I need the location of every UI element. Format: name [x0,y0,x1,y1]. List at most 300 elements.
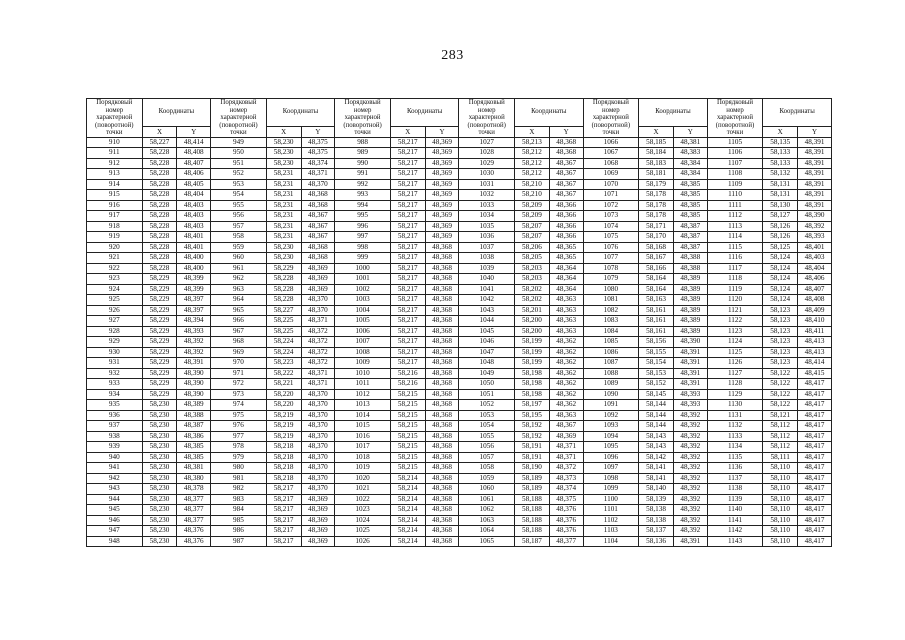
x-coordinate-cell: 58,110 [763,505,798,516]
x-coordinate-cell: 58,131 [763,190,798,201]
y-coordinate-cell: 48,392 [673,473,707,484]
x-coordinate-cell: 58,230 [142,484,177,495]
x-coordinate-cell: 58,191 [515,452,550,463]
x-coordinate-cell: 58,124 [763,253,798,264]
y-coordinate-cell: 48,390 [177,389,211,400]
x-coordinate-cell: 58,230 [142,536,177,547]
point-number-cell: 1106 [707,148,763,159]
y-coordinate-cell: 48,369 [425,211,459,222]
point-number-cell: 975 [211,410,267,421]
point-number-cell: 1134 [707,442,763,453]
x-coordinate-cell: 58,112 [763,442,798,453]
point-number-cell: 912 [87,158,143,169]
y-coordinate-cell: 48,405 [177,179,211,190]
y-coordinate-cell: 48,392 [673,505,707,516]
x-coordinate-cell: 58,228 [142,148,177,159]
point-number-cell: 1141 [707,515,763,526]
table-row [87,284,832,295]
y-coordinate-cell: 48,397 [177,305,211,316]
y-coordinate-cell: 48,378 [177,484,211,495]
x-coordinate-cell: 58,110 [763,515,798,526]
x-coordinate-cell: 58,215 [390,463,425,474]
x-coordinate-cell: 58,214 [390,494,425,505]
y-coordinate-cell: 48,389 [673,316,707,327]
y-coordinate-cell: 48,369 [301,536,335,547]
y-coordinate-cell: 48,367 [549,158,583,169]
point-number-cell: 1099 [583,484,639,495]
point-number-cell: 1104 [583,536,639,547]
point-number-cell: 913 [87,169,143,180]
point-number-cell: 952 [211,169,267,180]
x-coordinate-cell: 58,123 [763,326,798,337]
x-coordinate-cell: 58,164 [639,284,674,295]
point-number-cell: 968 [211,337,267,348]
table-row [87,515,832,526]
point-number-cell: 1073 [583,211,639,222]
x-coordinate-cell: 58,188 [515,494,550,505]
x-coordinate-cell: 58,217 [390,242,425,253]
y-coordinate-cell: 48,413 [798,347,832,358]
point-number-cell: 1112 [707,211,763,222]
x-coordinate-cell: 58,220 [266,389,301,400]
x-coordinate-cell: 58,185 [639,137,674,148]
point-number-cell: 1122 [707,316,763,327]
point-number-cell: 1059 [459,473,515,484]
point-number-cell: 995 [335,211,391,222]
x-coordinate-cell: 58,224 [266,337,301,348]
point-number-cell: 1135 [707,452,763,463]
x-coordinate-cell: 58,230 [142,473,177,484]
table-row [87,200,832,211]
y-coordinate-cell: 48,362 [549,379,583,390]
y-coordinate-cell: 48,392 [673,431,707,442]
point-number-cell: 945 [87,505,143,516]
y-coordinate-cell: 48,371 [301,169,335,180]
x-coordinate-cell: 58,215 [390,389,425,400]
point-number-cell: 1071 [583,190,639,201]
x-coordinate-cell: 58,217 [390,137,425,148]
table-row [87,179,832,190]
y-coordinate-cell: 48,377 [549,536,583,547]
y-coordinate-cell: 48,417 [798,431,832,442]
y-coordinate-cell: 48,366 [549,221,583,232]
point-number-cell: 1103 [583,526,639,537]
point-number-cell: 946 [87,515,143,526]
x-coordinate-cell: 58,207 [515,221,550,232]
point-number-cell: 1117 [707,263,763,274]
point-number-cell: 1056 [459,442,515,453]
x-coordinate-cell: 58,167 [639,253,674,264]
y-coordinate-cell: 48,415 [798,368,832,379]
y-coordinate-cell: 48,375 [301,137,335,148]
point-number-cell: 1096 [583,452,639,463]
y-coordinate-cell: 48,368 [425,368,459,379]
y-coordinate-cell: 48,368 [301,190,335,201]
y-coordinate-cell: 48,389 [673,295,707,306]
point-number-cell: 934 [87,389,143,400]
x-coordinate-cell: 58,143 [639,431,674,442]
y-coordinate-cell: 48,390 [673,337,707,348]
point-number-cell: 951 [211,158,267,169]
point-number-cell: 954 [211,190,267,201]
y-coordinate-cell: 48,367 [301,221,335,232]
x-coordinate-cell: 58,161 [639,316,674,327]
y-coordinate-cell: 48,392 [673,452,707,463]
y-coordinate-cell: 48,372 [301,326,335,337]
header-y: Y [798,126,832,137]
y-coordinate-cell: 48,366 [549,211,583,222]
y-coordinate-cell: 48,404 [798,263,832,274]
table-row [87,253,832,264]
point-number-cell: 953 [211,179,267,190]
y-coordinate-cell: 48,368 [425,421,459,432]
y-coordinate-cell: 48,371 [549,442,583,453]
point-number-cell: 1111 [707,200,763,211]
x-coordinate-cell: 58,179 [639,179,674,190]
x-coordinate-cell: 58,230 [142,431,177,442]
y-coordinate-cell: 48,385 [673,179,707,190]
table-row [87,484,832,495]
y-coordinate-cell: 48,391 [177,358,211,369]
y-coordinate-cell: 48,362 [549,368,583,379]
x-coordinate-cell: 58,228 [266,284,301,295]
x-coordinate-cell: 58,216 [390,368,425,379]
point-number-cell: 961 [211,263,267,274]
y-coordinate-cell: 48,368 [425,400,459,411]
x-coordinate-cell: 58,219 [266,410,301,421]
point-number-cell: 1045 [459,326,515,337]
y-coordinate-cell: 48,368 [425,263,459,274]
y-coordinate-cell: 48,387 [177,421,211,432]
y-coordinate-cell: 48,368 [425,410,459,421]
point-number-cell: 959 [211,242,267,253]
x-coordinate-cell: 58,122 [763,379,798,390]
point-number-cell: 958 [211,232,267,243]
point-number-cell: 1143 [707,536,763,547]
table-row [87,263,832,274]
point-number-cell: 918 [87,221,143,232]
x-coordinate-cell: 58,230 [142,442,177,453]
y-coordinate-cell: 48,369 [425,169,459,180]
x-coordinate-cell: 58,230 [142,410,177,421]
point-number-cell: 990 [335,158,391,169]
y-coordinate-cell: 48,376 [177,526,211,537]
x-coordinate-cell: 58,229 [142,326,177,337]
point-number-cell: 911 [87,148,143,159]
x-coordinate-cell: 58,191 [515,442,550,453]
y-coordinate-cell: 48,386 [177,431,211,442]
y-coordinate-cell: 48,369 [301,263,335,274]
x-coordinate-cell: 58,198 [515,379,550,390]
x-coordinate-cell: 58,217 [266,515,301,526]
point-number-cell: 956 [211,211,267,222]
point-number-cell: 1060 [459,484,515,495]
table-row [87,148,832,159]
point-number-cell: 978 [211,442,267,453]
y-coordinate-cell: 48,380 [177,473,211,484]
y-coordinate-cell: 48,362 [549,389,583,400]
y-coordinate-cell: 48,362 [549,358,583,369]
point-number-cell: 1035 [459,221,515,232]
point-number-cell: 1137 [707,473,763,484]
x-coordinate-cell: 58,145 [639,389,674,400]
y-coordinate-cell: 48,417 [798,389,832,400]
point-number-cell: 993 [335,190,391,201]
y-coordinate-cell: 48,408 [177,148,211,159]
y-coordinate-cell: 48,368 [425,347,459,358]
point-number-cell: 1109 [707,179,763,190]
y-coordinate-cell: 48,392 [798,221,832,232]
x-coordinate-cell: 58,214 [390,515,425,526]
y-coordinate-cell: 48,369 [425,158,459,169]
y-coordinate-cell: 48,368 [425,484,459,495]
y-coordinate-cell: 48,401 [177,242,211,253]
x-coordinate-cell: 58,229 [142,358,177,369]
point-number-cell: 1053 [459,410,515,421]
point-number-cell: 997 [335,232,391,243]
point-number-cell: 926 [87,305,143,316]
y-coordinate-cell: 48,376 [549,515,583,526]
point-number-cell: 1010 [335,368,391,379]
y-coordinate-cell: 48,387 [673,242,707,253]
x-coordinate-cell: 58,215 [390,400,425,411]
point-number-cell: 976 [211,421,267,432]
table-row [87,158,832,169]
y-coordinate-cell: 48,372 [301,347,335,358]
y-coordinate-cell: 48,369 [425,148,459,159]
y-coordinate-cell: 48,370 [301,400,335,411]
x-coordinate-cell: 58,152 [639,379,674,390]
x-coordinate-cell: 58,110 [763,494,798,505]
x-coordinate-cell: 58,123 [763,316,798,327]
y-coordinate-cell: 48,392 [673,410,707,421]
x-coordinate-cell: 58,112 [763,431,798,442]
y-coordinate-cell: 48,370 [301,389,335,400]
x-coordinate-cell: 58,230 [266,253,301,264]
x-coordinate-cell: 58,228 [266,274,301,285]
point-number-cell: 1133 [707,431,763,442]
x-coordinate-cell: 58,190 [515,463,550,474]
x-coordinate-cell: 58,187 [515,536,550,547]
x-coordinate-cell: 58,144 [639,400,674,411]
y-coordinate-cell: 48,389 [673,274,707,285]
point-number-cell: 982 [211,484,267,495]
table-row [87,400,832,411]
y-coordinate-cell: 48,369 [425,232,459,243]
x-coordinate-cell: 58,183 [639,158,674,169]
y-coordinate-cell: 48,384 [673,169,707,180]
point-number-cell: 1027 [459,137,515,148]
point-number-cell: 916 [87,200,143,211]
x-coordinate-cell: 58,217 [266,526,301,537]
table-row [87,137,832,148]
y-coordinate-cell: 48,393 [673,400,707,411]
point-number-cell: 1001 [335,274,391,285]
x-coordinate-cell: 58,124 [763,295,798,306]
y-coordinate-cell: 48,417 [798,410,832,421]
x-coordinate-cell: 58,131 [763,179,798,190]
y-coordinate-cell: 48,388 [673,263,707,274]
point-number-cell: 1013 [335,400,391,411]
y-coordinate-cell: 48,387 [673,221,707,232]
x-coordinate-cell: 58,122 [763,400,798,411]
x-coordinate-cell: 58,136 [639,536,674,547]
x-coordinate-cell: 58,121 [763,410,798,421]
y-coordinate-cell: 48,371 [549,452,583,463]
point-number-cell: 1017 [335,442,391,453]
x-coordinate-cell: 58,111 [763,452,798,463]
point-number-cell: 1140 [707,505,763,516]
y-coordinate-cell: 48,363 [549,295,583,306]
x-coordinate-cell: 58,212 [515,158,550,169]
y-coordinate-cell: 48,370 [301,410,335,421]
y-coordinate-cell: 48,389 [177,400,211,411]
point-number-cell: 1072 [583,200,639,211]
x-coordinate-cell: 58,188 [515,515,550,526]
y-coordinate-cell: 48,363 [549,316,583,327]
x-coordinate-cell: 58,217 [390,305,425,316]
point-number-cell: 936 [87,410,143,421]
point-number-cell: 994 [335,200,391,211]
point-number-cell: 1116 [707,253,763,264]
point-number-cell: 999 [335,253,391,264]
x-coordinate-cell: 58,218 [266,463,301,474]
y-coordinate-cell: 48,417 [798,421,832,432]
table-body [87,137,832,547]
x-coordinate-cell: 58,219 [266,431,301,442]
y-coordinate-cell: 48,366 [549,200,583,211]
point-number-cell: 1102 [583,515,639,526]
x-coordinate-cell: 58,231 [266,179,301,190]
x-coordinate-cell: 58,217 [390,179,425,190]
point-number-cell: 1079 [583,274,639,285]
y-coordinate-cell: 48,387 [673,232,707,243]
header-coordinates: Координаты [390,99,459,127]
x-coordinate-cell: 58,143 [639,442,674,453]
x-coordinate-cell: 58,230 [142,515,177,526]
x-coordinate-cell: 58,228 [142,190,177,201]
point-number-cell: 1008 [335,347,391,358]
point-number-cell: 1030 [459,169,515,180]
y-coordinate-cell: 48,368 [425,473,459,484]
y-coordinate-cell: 48,414 [798,358,832,369]
point-number-cell: 1101 [583,505,639,516]
x-coordinate-cell: 58,228 [142,253,177,264]
x-coordinate-cell: 58,217 [266,536,301,547]
table-row [87,316,832,327]
x-coordinate-cell: 58,140 [639,484,674,495]
x-coordinate-cell: 58,217 [390,326,425,337]
point-number-cell: 970 [211,358,267,369]
table-row [87,242,832,253]
point-number-cell: 927 [87,316,143,327]
point-number-cell: 1078 [583,263,639,274]
x-coordinate-cell: 58,230 [142,421,177,432]
table-row [87,452,832,463]
x-coordinate-cell: 58,217 [390,284,425,295]
x-coordinate-cell: 58,139 [639,494,674,505]
point-number-cell: 923 [87,274,143,285]
point-number-cell: 931 [87,358,143,369]
point-number-cell: 1019 [335,463,391,474]
header-coordinates: Координаты [763,99,832,127]
x-coordinate-cell: 58,202 [515,295,550,306]
y-coordinate-cell: 48,368 [425,463,459,474]
x-coordinate-cell: 58,217 [390,221,425,232]
table-row [87,347,832,358]
x-coordinate-cell: 58,178 [639,200,674,211]
x-coordinate-cell: 58,110 [763,536,798,547]
y-coordinate-cell: 48,368 [425,295,459,306]
point-number-cell: 984 [211,505,267,516]
y-coordinate-cell: 48,368 [425,253,459,264]
point-number-cell: 1003 [335,295,391,306]
y-coordinate-cell: 48,368 [301,200,335,211]
y-coordinate-cell: 48,414 [177,137,211,148]
x-coordinate-cell: 58,217 [266,484,301,495]
point-number-cell: 1051 [459,389,515,400]
x-coordinate-cell: 58,231 [266,221,301,232]
y-coordinate-cell: 48,369 [301,284,335,295]
x-coordinate-cell: 58,217 [390,295,425,306]
x-coordinate-cell: 58,198 [515,389,550,400]
y-coordinate-cell: 48,393 [798,232,832,243]
table-row [87,368,832,379]
x-coordinate-cell: 58,154 [639,358,674,369]
point-number-cell: 977 [211,431,267,442]
y-coordinate-cell: 48,366 [549,232,583,243]
point-number-cell: 1132 [707,421,763,432]
x-coordinate-cell: 58,217 [390,337,425,348]
y-coordinate-cell: 48,381 [673,137,707,148]
y-coordinate-cell: 48,370 [301,421,335,432]
x-coordinate-cell: 58,218 [266,452,301,463]
point-number-cell: 935 [87,400,143,411]
point-number-cell: 939 [87,442,143,453]
x-coordinate-cell: 58,166 [639,263,674,274]
y-coordinate-cell: 48,392 [673,442,707,453]
table-row [87,295,832,306]
x-coordinate-cell: 58,135 [763,137,798,148]
y-coordinate-cell: 48,367 [301,211,335,222]
point-number-cell: 1100 [583,494,639,505]
point-number-cell: 1081 [583,295,639,306]
y-coordinate-cell: 48,369 [301,505,335,516]
x-coordinate-cell: 58,213 [515,137,550,148]
y-coordinate-cell: 48,370 [301,442,335,453]
x-coordinate-cell: 58,199 [515,347,550,358]
point-number-cell: 941 [87,463,143,474]
x-coordinate-cell: 58,216 [390,379,425,390]
point-number-cell: 963 [211,284,267,295]
point-number-cell: 1090 [583,389,639,400]
x-coordinate-cell: 58,144 [639,421,674,432]
y-coordinate-cell: 48,368 [425,326,459,337]
point-number-cell: 1142 [707,526,763,537]
y-coordinate-cell: 48,417 [798,463,832,474]
y-coordinate-cell: 48,394 [177,316,211,327]
point-number-cell: 1127 [707,368,763,379]
y-coordinate-cell: 48,371 [301,316,335,327]
y-coordinate-cell: 48,403 [177,221,211,232]
header-x: X [763,126,798,137]
point-number-cell: 922 [87,263,143,274]
x-coordinate-cell: 58,215 [390,452,425,463]
x-coordinate-cell: 58,141 [639,473,674,484]
point-number-cell: 1005 [335,316,391,327]
header-coordinates: Координаты [266,99,335,127]
point-number-cell: 937 [87,421,143,432]
